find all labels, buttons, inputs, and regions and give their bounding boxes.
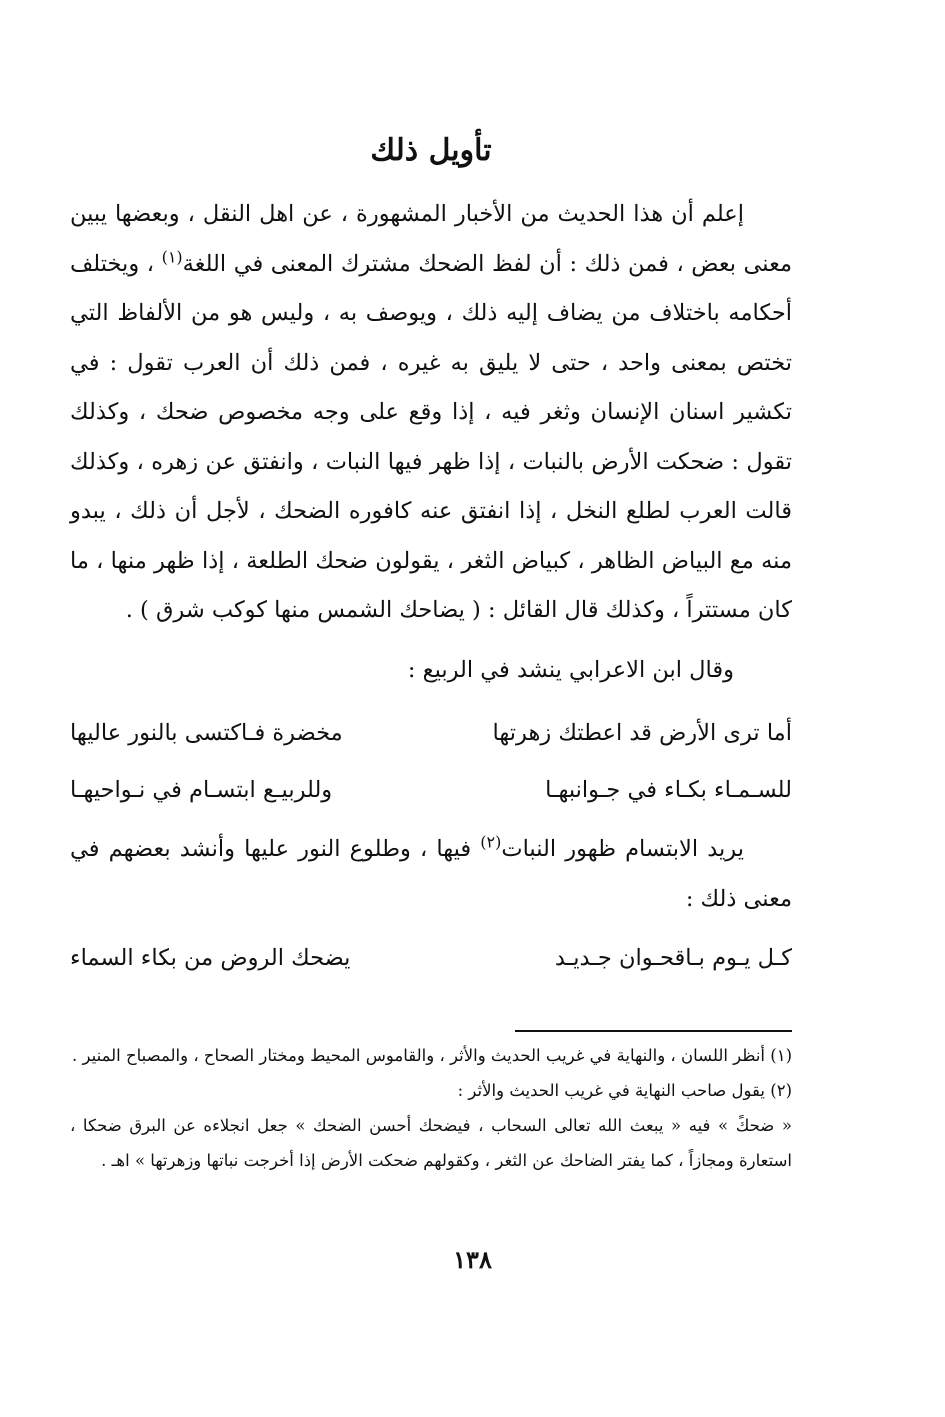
footnote-ref-1: (١) [161, 247, 183, 266]
verse-intro: وقال ابن الاعرابي ينشد في الربيع : [407, 656, 734, 683]
verse-line [70, 930, 792, 987]
hemistich-second: يضحك الروض من بكاء السماء [70, 945, 351, 971]
verse-line [70, 705, 792, 762]
hemistich-second: مخضرة فـاكتسى بالنور عاليها [70, 720, 343, 746]
paragraph-2-text-a: يريد الابتسام ظهور النبات [501, 836, 744, 862]
footnote-2: (٢) يقول صاحب النهاية في غريب الحديث والأثر : [457, 1081, 792, 1100]
poem-2 [70, 930, 792, 987]
paragraph-1-text-a: إعلم أن هذا الحديث من الأخبار المشهورة ، عن اهل النقل ، وبعضها يبين معنى بعض ، فمن ذلك : أن لفظ الضحك مشترك المعنى في اللغة [70, 201, 792, 277]
hemistich-first: كـل يـوم بـاقحـوان جـديـد [554, 945, 792, 971]
footnote-1: (١) أنظر اللسان ، والنهاية في غريب الحديث والأثر ، والقاموس المحيط ومختار الصحاح ، والمصباح المنير . [72, 1046, 792, 1065]
footnotes [70, 1038, 792, 1178]
page-title: تأويل ذلك [370, 133, 492, 168]
verse-line [70, 762, 792, 819]
hemistich-first: أما ترى الأرض قد اعطتك زهرتها [492, 720, 792, 746]
paragraph-2-text-b: فيها ، وطلوع النور عليها وأنشد بعضهم في معنى ذلك : [70, 836, 792, 912]
footnote-divider [515, 1030, 792, 1032]
hemistich-second: وللربيـع ابتسـام في نـواحيهـا [70, 777, 333, 803]
paragraph-2 [70, 825, 792, 924]
paragraph-1 [70, 190, 792, 636]
page-number: ١٣٨ [453, 1245, 492, 1274]
footnote-ref-2: (٢) [480, 832, 502, 852]
footnote-2-quote: « ضحكً » فيه « يبعث الله تعالى السحاب ، فيضحك أحسن الضحك » جعل انجلاءه عن البرق ضحكا ، استعارة ومجازاً ، كما يفتر الضاحك عن الثغر ، وكقولهم ضحكت الأرض إذا أخرجت نباتها وزهرتها » اهـ . [70, 1116, 792, 1170]
page-body [70, 130, 792, 993]
paragraph-1-text-b: ، ويختلف أحكامه باختلاف من يضاف إليه ذلك ، ويوصف به ، وليس هو من الألفاظ التي تختص بمعنى واحد ، حتى لا يليق به غيره ، فمن ذلك أن العرب تقول : في تكشير اسنان الإنسان وثغر فيه ، إذا وقع على وجه مخصوص ضحك ، وكذلك تقول : ضحكت الأرض بالنبات ، إذا ظهر فيها النبات ، وانفتق عن زهره ، وكذلك قالت العرب لطلع النخل ، إذا انفتق عنه كافوره الضحك ، لأجل أن ذلك ، يبدو منه مع البياض الظاهر ، كبياض الثغر ، يقولون ضحك الطلعة ، إذا ظهر منها ، ما كان مستتراً ، وكذلك قال القائل : ( يضاحك الشمس منها كوكب شرق ) . [70, 250, 792, 623]
hemistich-first: للسـمـاء بكـاء في جـوانبهـا [545, 777, 792, 803]
poem-1 [70, 705, 792, 819]
